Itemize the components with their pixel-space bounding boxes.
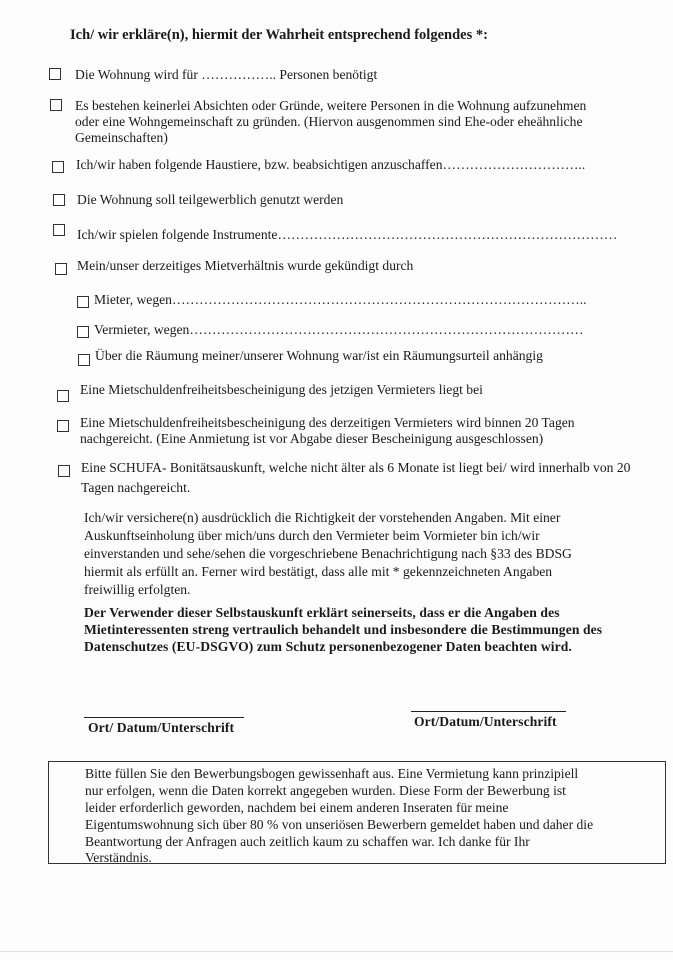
subitem-landlord: Vermieter, wegen…………………………………………………………………………… <box>94 322 584 337</box>
checkbox-instruments[interactable] <box>53 224 65 236</box>
checkbox-schufa[interactable] <box>58 465 70 477</box>
checkbox-tenancy-terminated[interactable] <box>55 263 67 275</box>
declaration-title: Ich/ wir erkläre(n), hiermit der Wahrheit entsprechend folgendes *: <box>70 27 488 43</box>
checkbox-commercial-use[interactable] <box>53 194 65 206</box>
checkbox-rent-debt-clearance-later[interactable] <box>57 420 69 432</box>
item-rent-debt-clearance-later-line: nachgereicht. (Eine Anmietung ist vor Abgabe dieser Bescheinigung ausgeschlossen) <box>80 431 544 446</box>
privacy-line: Mietinteressenten streng vertraulich behandelt und insbesondere die Bestimmungen des <box>84 622 603 637</box>
note-line: Verständnis. <box>85 850 152 865</box>
declaration-line: freiwillig erfolgten. <box>84 582 191 597</box>
checkbox-eviction[interactable] <box>78 354 90 366</box>
item-schufa-line: Tagen nachgereicht. <box>81 480 191 495</box>
checkbox-rent-debt-clearance-attached[interactable] <box>57 390 69 402</box>
item-rent-debt-clearance-later-line: Eine Mietschuldenfreiheitsbescheinigung des derzeitigen Vermieters wird binnen 20 Tagen <box>80 415 575 430</box>
checkbox-pets[interactable] <box>52 161 64 173</box>
item-tenancy-terminated: Mein/unser derzeitiges Mietverhältnis wurde gekündigt durch <box>77 258 414 273</box>
note-line: Bitte füllen Sie den Bewerbungsbogen gewissenhaft aus. Eine Vermietung kann prinzipiell <box>85 766 579 781</box>
checkbox-terminated-by-landlord[interactable] <box>77 326 89 338</box>
checkbox-no-additional-persons[interactable] <box>50 99 62 111</box>
item-persons: Die Wohnung wird für …………….. Personen benötigt <box>75 67 378 82</box>
item-commercial-use: Die Wohnung soll teilgewerblich genutzt werden <box>77 192 344 207</box>
privacy-line: Datenschutzes (EU-DSGVO) zum Schutz personenbezogener Daten beachten wird. <box>84 639 572 654</box>
note-line: nur erfolgen, wenn die Daten korrekt angegeben wurden. Diese Form der Bewerbung ist <box>85 783 566 798</box>
item-no-additional-persons-line: Es bestehen keinerlei Absichten oder Gründe, weitere Personen in die Wohnung aufzunehmen <box>75 98 587 113</box>
note-line: Eigentumswohnung sich über 80 % von unseriösen Bewerbern gemeldet haben und daher die <box>85 817 594 832</box>
subitem-tenant: Mieter, wegen……………………………………………………………………………….. <box>94 292 587 307</box>
subitem-eviction: Über die Räumung meiner/unserer Wohnung war/ist ein Räumungsurteil anhängig <box>95 348 543 363</box>
item-pets: Ich/wir haben folgende Haustiere, bzw. beabsichtigen anzuschaffen………………………….. <box>76 157 586 172</box>
checkbox-terminated-by-tenant[interactable] <box>77 296 89 308</box>
privacy-line: Der Verwender dieser Selbstauskunft erklärt seinerseits, dass er die Angaben des <box>84 605 560 620</box>
signature-label-left: Ort/ Datum/Unterschrift <box>88 720 235 735</box>
item-rent-debt-clearance-attached: Eine Mietschuldenfreiheitsbescheinigung des jetzigen Vermieters liegt bei <box>80 382 483 397</box>
declaration-line: hiermit als erfüllt an. Ferner wird bestätigt, dass alle mit * gekennzeichneten Angaben <box>84 564 553 579</box>
declaration-line: Auskunftseinholung über mich/uns durch den Vermieter beim Vormieter bin ich/wir <box>84 528 540 543</box>
page-edge <box>0 951 673 952</box>
item-no-additional-persons-line: Gemeinschaften) <box>75 130 168 145</box>
declaration-line: einverstanden und sehe/sehen die vorgeschriebene Benachrichtigung nach §33 des BDSG <box>84 546 572 561</box>
item-no-additional-persons-line: oder eine Wohngemeinschaft zu gründen. (Hiervon ausgenommen sind Ehe-oder eheähnliche <box>75 114 583 129</box>
declaration-line: Ich/wir versichere(n) ausdrücklich die Richtigkeit der vorstehenden Angaben. Mit einer <box>84 510 561 525</box>
item-schufa-line: Eine SCHUFA- Bonitätsauskunft, welche nicht älter als 6 Monate ist liegt bei/ wird innerhalb von 20 <box>81 460 631 475</box>
note-line: leider erforderlich geworden, nachdem bei einem anderen Inseraten für meine <box>85 800 509 815</box>
checkbox-persons[interactable] <box>49 68 61 80</box>
signature-label-right: Ort/Datum/Unterschrift <box>414 714 557 729</box>
item-instruments: Ich/wir spielen folgende Instrumente………………………………………………………………… <box>77 227 618 242</box>
note-line: Beantwortung der Anfragen auch zeitlich kaum zu schaffen war. Ich danke für Ihr <box>85 834 530 849</box>
